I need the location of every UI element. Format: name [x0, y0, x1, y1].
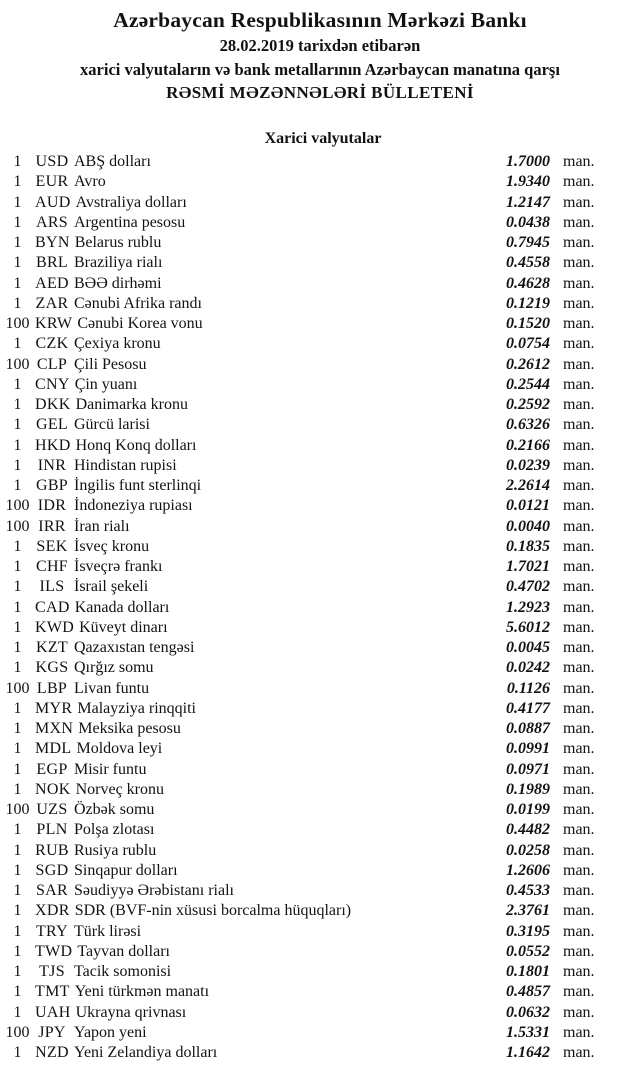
rate-value: 0.0754: [506, 335, 550, 353]
rate-value: 0.0199: [506, 801, 550, 818]
currency-name: Avstraliya dolları: [75, 193, 187, 211]
rate-value: 0.0121: [506, 497, 550, 515]
nominal-value: 1: [13, 821, 22, 839]
rate-value: 0.0552: [506, 942, 550, 960]
currency-name: Norveç kronu: [75, 780, 164, 798]
bulletin-name: RƏSMİ MƏZƏNNƏLƏRİ BÜLLETENİ: [166, 83, 474, 102]
rate-value: 0.2544: [506, 375, 550, 393]
table-row: [0, 356, 620, 376]
table-row: [0, 234, 620, 254]
nominal-value: 1: [13, 375, 22, 393]
unit-label: man.: [563, 153, 595, 170]
nominal-value: 1: [13, 902, 22, 920]
table-row: [0, 335, 620, 355]
unit-label: man.: [563, 254, 595, 272]
rate-value: 1.9340: [506, 173, 550, 191]
table-row: [0, 659, 620, 679]
nominal-value: 1: [13, 254, 22, 272]
nominal-value: 1: [13, 963, 22, 980]
rate-value: 1.2923: [506, 598, 550, 616]
bulletin-date: 28.02.2019 tarixdən etibarən: [219, 36, 421, 55]
nominal-value: 100: [5, 497, 30, 515]
nominal-value: 1: [13, 942, 22, 960]
unit-label: man.: [563, 558, 595, 575]
nominal-value: 1: [13, 294, 22, 312]
nominal-value: 1: [13, 598, 22, 616]
rate-value: 2.2614: [506, 477, 550, 494]
rate-value: 0.4628: [506, 274, 550, 292]
nominal-value: 100: [5, 801, 30, 818]
unit-label: man.: [563, 416, 595, 434]
unit-label: man.: [563, 922, 595, 940]
rate-value: 0.1126: [506, 679, 550, 697]
currency-code: LBP: [36, 679, 68, 697]
table-row: [0, 740, 620, 760]
currency-name: Moldova leyi: [76, 740, 163, 758]
nominal-value: 1: [13, 335, 22, 353]
currency-name: Türk lirəsi: [74, 922, 142, 940]
unit-label: man.: [563, 983, 595, 1001]
rate-value: 0.0258: [506, 841, 550, 859]
unit-label: man.: [563, 942, 595, 960]
currency-code: MYR: [35, 699, 73, 717]
rate-value: 0.0887: [506, 720, 550, 737]
currency-name: Hindistan rupisi: [74, 456, 177, 474]
unit-label: man.: [563, 1044, 595, 1061]
unit-label: man.: [563, 396, 595, 413]
table-row: [0, 983, 620, 1003]
nominal-value: 1: [13, 659, 22, 677]
rate-value: 0.2592: [506, 396, 550, 413]
nominal-value: 1: [13, 922, 22, 940]
table-row: [0, 518, 620, 538]
table-row: [0, 882, 620, 902]
unit-label: man.: [563, 578, 595, 596]
table-row: [0, 396, 620, 416]
currency-name: Çin yuanı: [74, 375, 138, 393]
nominal-value: 1: [13, 274, 22, 292]
currency-name: İsveç kronu: [74, 537, 150, 555]
unit-label: man.: [563, 618, 595, 636]
nominal-value: 1: [13, 740, 22, 758]
currency-name: Malayziya rinqqiti: [77, 699, 196, 717]
currency-code: KZT: [35, 639, 68, 656]
table-row: [0, 801, 620, 821]
rate-value: 1.1642: [506, 1044, 550, 1061]
rate-value: 0.7945: [506, 234, 550, 251]
table-row: [0, 376, 620, 396]
nominal-value: 100: [5, 517, 30, 535]
table-row: [0, 842, 620, 862]
rate-value: 0.4533: [506, 882, 550, 899]
currency-code: JPY: [38, 1023, 66, 1041]
currency-code: TWD: [35, 942, 73, 960]
currency-name: Misir funtu: [74, 760, 147, 778]
currency-code: RUB: [35, 841, 69, 859]
rate-value: 0.0242: [506, 659, 550, 677]
currency-code: CHF: [35, 558, 69, 575]
currency-code: EGP: [36, 760, 68, 778]
table-row: [0, 599, 620, 619]
table-row: [0, 1044, 620, 1064]
currency-name: Yeni Zelandiya dolları: [74, 1044, 218, 1061]
unit-label: man.: [563, 760, 595, 778]
currency-code: INR: [37, 456, 67, 474]
currency-code: EUR: [35, 173, 69, 191]
currency-name: Meksika pesosu: [78, 720, 181, 737]
currency-name: Yeni türkmən manatı: [74, 983, 210, 1001]
table-row: [0, 781, 620, 801]
currency-name: Rusiya rublu: [74, 841, 157, 859]
nominal-value: 1: [13, 841, 22, 859]
currency-name: Danimarka kronu: [75, 396, 188, 413]
currency-code: UZS: [36, 801, 68, 818]
currency-name: Qazaxıstan tengəsi: [74, 639, 195, 656]
currency-code: TJS: [39, 963, 65, 980]
currency-name: İngilis funt sterlinqi: [74, 477, 202, 494]
unit-label: man.: [563, 902, 595, 920]
currency-code: AUD: [35, 193, 71, 211]
currency-name: Gürcü larisi: [74, 416, 150, 434]
unit-label: man.: [563, 193, 595, 211]
currency-code: CLP: [36, 355, 68, 373]
currency-code: ARS: [35, 213, 69, 231]
unit-label: man.: [563, 234, 595, 251]
rate-value: 0.2612: [506, 355, 550, 373]
table-row: [0, 173, 620, 193]
nominal-value: 1: [13, 882, 22, 899]
unit-label: man.: [563, 274, 595, 292]
table-row: [0, 761, 620, 781]
rate-value: 0.0239: [506, 456, 550, 474]
unit-label: man.: [563, 294, 595, 312]
unit-label: man.: [563, 699, 595, 717]
table-row: [0, 862, 620, 882]
currency-code: PLN: [36, 821, 68, 839]
currency-name: Küveyt dinarı: [79, 618, 168, 636]
unit-label: man.: [563, 639, 595, 656]
rate-value: 0.6326: [506, 416, 550, 434]
currency-code: KRW: [35, 315, 73, 332]
rate-value: 0.4558: [506, 254, 550, 272]
currency-code: GEL: [35, 416, 68, 434]
currency-name: İsrail şekeli: [74, 578, 149, 596]
unit-label: man.: [563, 497, 595, 515]
currency-code: UAH: [35, 1003, 71, 1021]
currency-name: Çexiya kronu: [74, 335, 161, 353]
table-row: [0, 254, 620, 274]
nominal-value: 100: [5, 679, 30, 697]
currency-name: Argentina pesosu: [74, 213, 186, 231]
unit-label: man.: [563, 1003, 595, 1021]
currency-name: Qırğız somu: [74, 659, 154, 677]
currency-code: USD: [35, 153, 69, 170]
table-row: [0, 214, 620, 234]
rate-value: 0.4482: [506, 821, 550, 839]
unit-label: man.: [563, 659, 595, 677]
currency-name: Tacik somonisi: [74, 963, 172, 980]
nominal-value: 1: [13, 153, 22, 170]
table-row: [0, 578, 620, 598]
currency-code: KWD: [35, 618, 75, 636]
currency-code: SEK: [36, 537, 68, 555]
unit-label: man.: [563, 213, 595, 231]
nominal-value: 100: [5, 315, 30, 332]
table-row: [0, 639, 620, 659]
currency-code: KGS: [35, 659, 69, 677]
currency-name: Tayvan dolları: [77, 942, 170, 960]
rate-value: 0.2166: [506, 436, 550, 454]
currency-code: CNY: [35, 375, 70, 393]
currency-code: NOK: [35, 780, 71, 798]
currency-name: Polşa zlotası: [74, 821, 155, 839]
unit-label: man.: [563, 801, 595, 818]
rate-value: 0.1989: [506, 780, 550, 798]
unit-label: man.: [563, 375, 595, 393]
nominal-value: 1: [13, 193, 22, 211]
table-row: [0, 558, 620, 578]
unit-label: man.: [563, 537, 595, 555]
rate-value: 0.0632: [506, 1003, 550, 1021]
rate-value: 0.3195: [506, 922, 550, 940]
currency-name: İsveçrə frankı: [74, 558, 163, 575]
rate-value: 0.4857: [506, 983, 550, 1001]
rate-value: 1.2147: [506, 193, 550, 211]
table-row: [0, 295, 620, 315]
currency-code: IDR: [37, 497, 67, 515]
nominal-value: 1: [13, 477, 22, 494]
table-row: [0, 275, 620, 295]
rate-value: 1.7000: [506, 153, 550, 170]
nominal-value: 1: [13, 173, 22, 191]
nominal-value: 1: [13, 578, 22, 596]
unit-label: man.: [563, 861, 595, 879]
rate-value: 2.3761: [506, 902, 550, 920]
unit-label: man.: [563, 335, 595, 353]
rate-value: 0.1835: [506, 537, 550, 555]
currency-code: CAD: [35, 598, 70, 616]
currency-code: IRR: [38, 517, 66, 535]
nominal-value: 1: [13, 699, 22, 717]
unit-label: man.: [563, 477, 595, 494]
currency-code: DKK: [35, 396, 71, 413]
currency-name: İran rialı: [74, 517, 130, 535]
section-title: Xarici valyutalar: [264, 130, 382, 147]
rate-value: 0.0971: [506, 760, 550, 778]
currency-code: XDR: [35, 902, 70, 920]
rate-value: 0.4702: [506, 578, 550, 596]
nominal-value: 1: [13, 861, 22, 879]
nominal-value: 1: [13, 436, 22, 454]
unit-label: man.: [563, 720, 595, 737]
nominal-value: 1: [13, 537, 22, 555]
rate-value: 0.0991: [506, 740, 550, 758]
currency-code: GBP: [35, 477, 69, 494]
unit-label: man.: [563, 821, 595, 839]
currency-code: BRL: [35, 254, 69, 272]
currency-name: Özbək somu: [74, 801, 155, 818]
unit-label: man.: [563, 517, 595, 535]
unit-label: man.: [563, 780, 595, 798]
table-row: [0, 538, 620, 558]
rate-value: 1.7021: [506, 558, 550, 575]
nominal-value: 1: [13, 983, 22, 1001]
currency-code: TRY: [35, 922, 69, 940]
currency-code: TMT: [35, 983, 70, 1001]
table-row: [0, 437, 620, 457]
unit-label: man.: [563, 963, 595, 980]
currency-code: ZAR: [35, 294, 69, 312]
currency-code: SGD: [35, 861, 69, 879]
table-row: [0, 315, 620, 335]
rate-value: 0.0040: [506, 517, 550, 535]
table-row: [0, 821, 620, 841]
currency-name: Avro: [74, 173, 106, 191]
table-row: [0, 477, 620, 497]
currency-name: Cənubi Korea vonu: [77, 315, 203, 332]
nominal-value: 1: [13, 618, 22, 636]
currency-code: MXN: [35, 720, 74, 737]
unit-label: man.: [563, 679, 595, 697]
currency-name: Sinqapur dolları: [74, 861, 178, 879]
unit-label: man.: [563, 841, 595, 859]
rate-value: 0.1801: [506, 963, 550, 980]
table-row: [0, 416, 620, 436]
currency-code: HKD: [35, 436, 71, 454]
bulletin-header: [0, 0, 620, 104]
currency-name: Belarus rublu: [74, 234, 162, 251]
rate-value: 1.2606: [506, 861, 550, 879]
unit-label: man.: [563, 598, 595, 616]
nominal-value: 1: [13, 234, 22, 251]
currency-name: Braziliya rialı: [74, 254, 163, 272]
currency-code: AED: [35, 274, 69, 292]
table-row: [0, 700, 620, 720]
bulletin-subtitle: xarici valyutaların və bank metallarının Azərbaycan manatına qarşı: [80, 60, 560, 79]
table-row: [0, 457, 620, 477]
rate-value: 0.0438: [506, 213, 550, 231]
unit-label: man.: [563, 436, 595, 454]
nominal-value: 1: [13, 639, 22, 656]
currency-name: Yapon yeni: [74, 1023, 147, 1041]
unit-label: man.: [563, 315, 595, 332]
nominal-value: 1: [13, 396, 22, 413]
rate-value: 0.0045: [506, 639, 550, 656]
table-row: [0, 902, 620, 922]
rate-value: 5.6012: [506, 618, 550, 636]
table-row: [0, 194, 620, 214]
currency-name: ABŞ dolları: [74, 153, 151, 170]
currency-code: ILS: [39, 578, 65, 596]
nominal-value: 1: [13, 558, 22, 575]
currency-name: BƏƏ dirhəmi: [74, 274, 162, 292]
unit-label: man.: [563, 355, 595, 373]
currency-code: CZK: [35, 335, 69, 353]
currency-name: Çili Pesosu: [74, 355, 147, 373]
nominal-value: 1: [13, 720, 22, 737]
rate-value: 0.1219: [506, 294, 550, 312]
table-row: [0, 153, 620, 173]
currency-name: İndoneziya rupiası: [74, 497, 193, 515]
currency-name: Səudiyyə Ərəbistanı rialı: [74, 882, 234, 899]
currency-code: BYN: [35, 234, 70, 251]
nominal-value: 1: [13, 1044, 22, 1061]
table-row: [0, 1024, 620, 1044]
unit-label: man.: [563, 882, 595, 899]
nominal-value: 1: [13, 780, 22, 798]
rates-table: [0, 153, 620, 1064]
unit-label: man.: [563, 740, 595, 758]
page-title: Azərbaycan Respublikasının Mərkəzi Bankı: [113, 8, 527, 32]
currency-name: SDR (BVF-nin xüsusi borcalma hüquqları): [74, 902, 352, 920]
rate-value: 0.1520: [506, 315, 550, 332]
table-row: [0, 680, 620, 700]
table-row: [0, 1004, 620, 1024]
nominal-value: 1: [13, 1003, 22, 1021]
currency-name: Livan funtu: [74, 679, 150, 697]
nominal-value: 1: [13, 213, 22, 231]
table-row: [0, 720, 620, 740]
table-row: [0, 923, 620, 943]
currency-name: Honq Konq dolları: [75, 436, 197, 454]
table-row: [0, 943, 620, 963]
table-row: [0, 963, 620, 983]
nominal-value: 1: [13, 760, 22, 778]
nominal-value: 100: [5, 1023, 30, 1041]
currency-name: Ukrayna qrivnası: [75, 1003, 187, 1021]
rate-value: 1.5331: [506, 1023, 550, 1041]
unit-label: man.: [563, 456, 595, 474]
nominal-value: 1: [13, 416, 22, 434]
unit-label: man.: [563, 173, 595, 191]
nominal-value: 100: [5, 355, 30, 373]
rate-value: 0.4177: [506, 699, 550, 717]
currency-code: SAR: [35, 882, 69, 899]
currency-code: MDL: [35, 740, 72, 758]
unit-label: man.: [563, 1023, 595, 1041]
table-row: [0, 497, 620, 517]
nominal-value: 1: [13, 456, 22, 474]
table-row: [0, 619, 620, 639]
currency-name: Kanada dolları: [74, 598, 170, 616]
currency-name: Cənubi Afrika randı: [74, 294, 202, 312]
currency-code: NZD: [35, 1044, 69, 1061]
